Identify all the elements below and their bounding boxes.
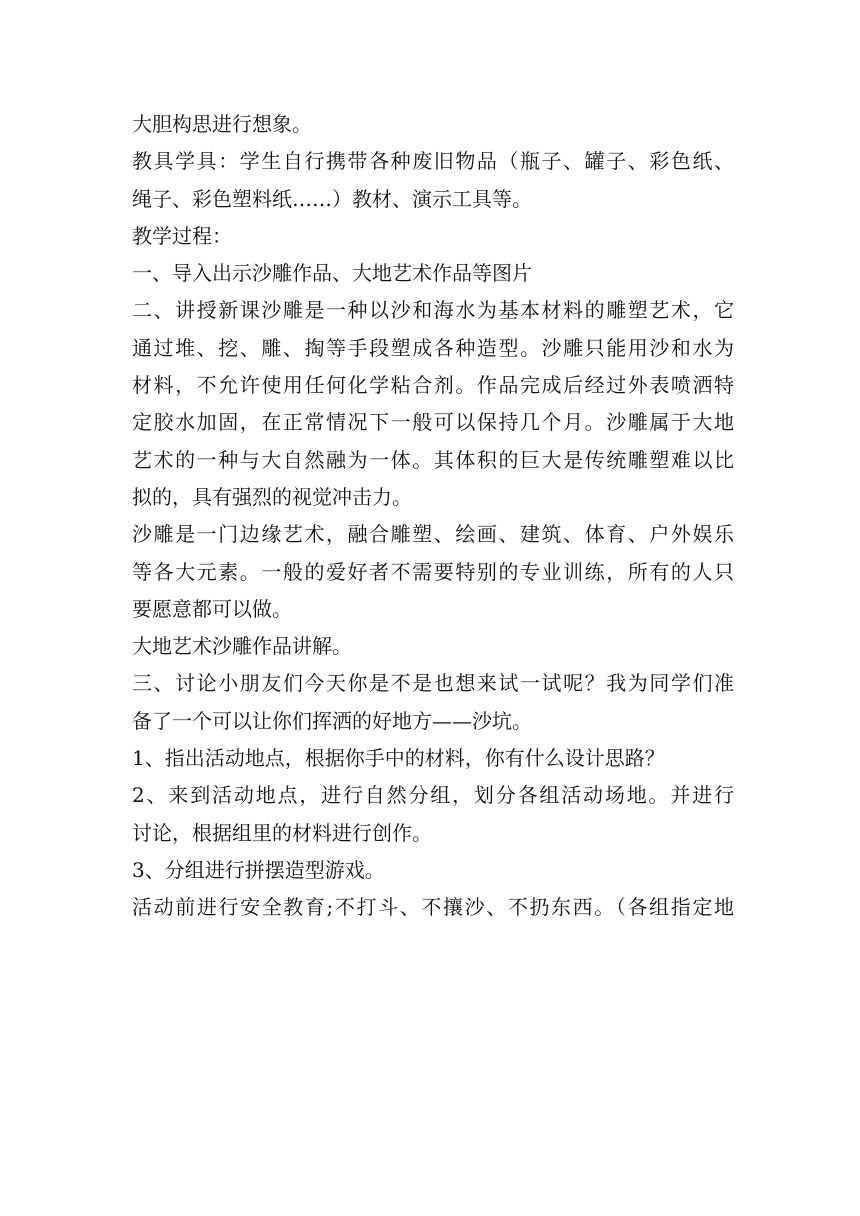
text-line-10: 艺术的一种与大自然融为一体。其体积的巨大是传统雕塑难以比 — [132, 447, 734, 472]
text-line-21: 3、分组进行拼摆造型游戏。 — [132, 857, 385, 882]
text-line-13: 等各大元素。一般的爱好者不需要特别的专业训练，所有的人只 — [132, 559, 734, 584]
text-line-19: 2、来到活动地点，进行自然分组，划分各组活动场地。并进行 — [132, 783, 734, 808]
text-line-08: 材料，不允许使用任何化学粘合剂。作品完成后经过外表喷洒特 — [132, 373, 734, 398]
text-line-03: 绳子、彩色塑料纸……）教材、演示工具等。 — [132, 186, 532, 211]
text-line-02: 教具学具：学生自行携带各种废旧物品（瓶子、罐子、彩色纸、 — [132, 149, 734, 174]
text-line-20: 讨论，根据组里的材料进行创作。 — [132, 820, 432, 845]
text-line-04: 教学过程： — [132, 223, 232, 248]
text-line-18: 1、指出活动地点，根据你手中的材料，你有什么设计思路？ — [132, 746, 665, 771]
document-body — [132, 106, 734, 927]
text-line-12: 沙雕是一门边缘艺术，融合雕塑、绘画、建筑、体育、户外娱乐 — [132, 522, 734, 547]
text-line-15: 大地艺术沙雕作品讲解。 — [132, 634, 352, 659]
text-line-05: 一、导入出示沙雕作品、大地艺术作品等图片 — [132, 261, 532, 286]
text-line-14: 要愿意都可以做。 — [132, 596, 292, 621]
text-line-09: 定胶水加固，在正常情况下一般可以保持几个月。沙雕属于大地 — [132, 410, 734, 435]
text-line-01: 大胆构思进行想象。 — [132, 112, 312, 136]
text-line-07: 通过堆、挖、雕、掏等手段塑成各种造型。沙雕只能用沙和水为 — [132, 335, 734, 360]
text-line-17: 备了一个可以让你们挥洒的好地方——沙坑。 — [132, 708, 532, 733]
text-line-22: 活动前进行安全教育;不打斗、不攘沙、不扔东西。（各组指定地 — [132, 895, 734, 920]
text-line-16: 三、讨论小朋友们今天你是不是也想来试一试呢？我为同学们准 — [132, 671, 734, 696]
text-line-06: 二、讲授新课沙雕是一种以沙和海水为基本材料的雕塑艺术，它 — [132, 298, 734, 323]
text-line-11: 拟的，具有强烈的视觉冲击力。 — [132, 484, 412, 509]
